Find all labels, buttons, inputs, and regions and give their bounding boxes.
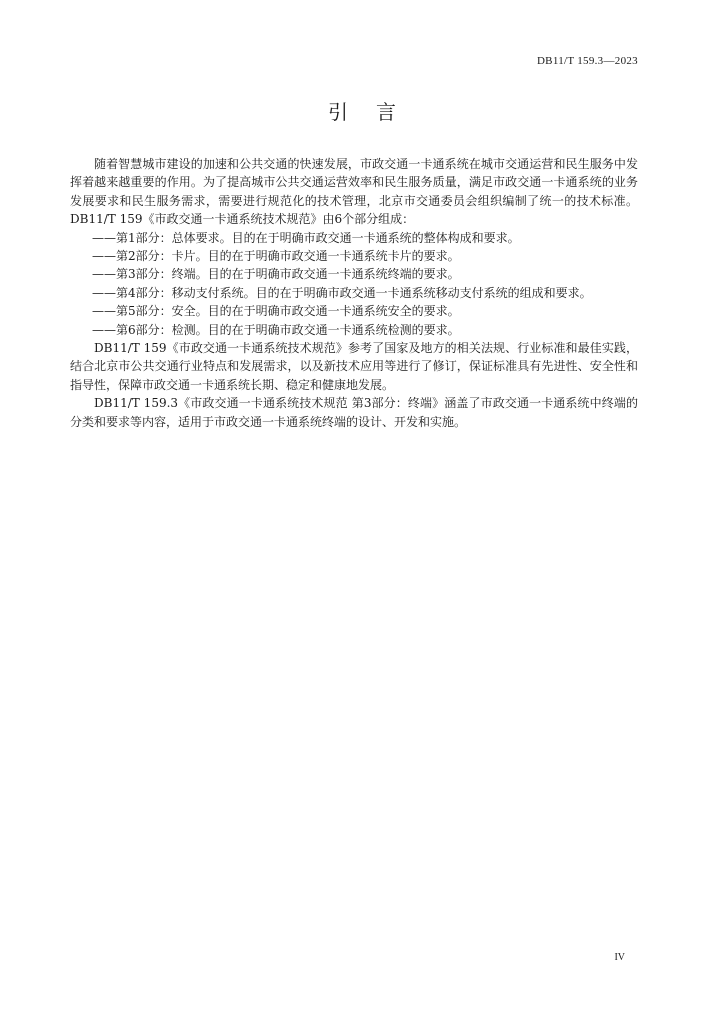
page-number: IV [614,952,625,963]
document-body [70,155,638,431]
revision-paragraph: DB11/T 159《市政交通一卡通系统技术规范》参考了国家及地方的相关法规、行业标准和最佳实践，结合北京市公共交通行业特点和发展需求，以及新技术应用等进行了修订，保证标准具有先进性、安全性和指导性，保障市政交通一卡通系统长期、稳定和健康地发展。 [70,341,638,392]
part-1-item: ——第1部分：总体要求。目的在于明确市政交通一卡通系统的整体构成和要求。 [92,230,520,245]
part-3-item: ——第3部分：终端。目的在于明确市政交通一卡通系统终端的要求。 [92,267,460,282]
part-6-item: ——第6部分：检测。目的在于明确市政交通一卡通系统检测的要求。 [92,322,460,337]
part-4-item: ——第4部分：移动支付系统。目的在于明确市政交通一卡通系统移动支付系统的组成和要求。 [92,285,592,300]
intro-paragraph: 随着智慧城市建设的加速和公共交通的快速发展，市政交通一卡通系统在城市交通运营和民生服务中发挥着越来越重要的作用。为了提高城市公共交通运营效率和民生服务质量，满足市政交通一卡通系统的业务发展要求和民生服务需求，需要进行规范化的技术管理，北京市交通委员会组织编制了统一的技术标准。DB11/T 159《市政交通一卡通系统技术规范》由6个部分组成： [70,157,638,227]
part-2-item: ——第2部分：卡片。目的在于明确市政交通一卡通系统卡片的要求。 [92,249,460,264]
document-code: DB11/T 159.3—2023 [536,55,638,67]
scope-paragraph: DB11/T 159.3《市政交通一卡通系统技术规范 第3部分：终端》涵盖了市政交通一卡通系统中终端的分类和要求等内容，适用于市政交通一卡通系统终端的设计、开发和实施。 [70,396,638,429]
part-5-item: ——第5部分：安全。目的在于明确市政交通一卡通系统安全的要求。 [92,304,460,319]
page-title: 引言 [328,100,424,124]
